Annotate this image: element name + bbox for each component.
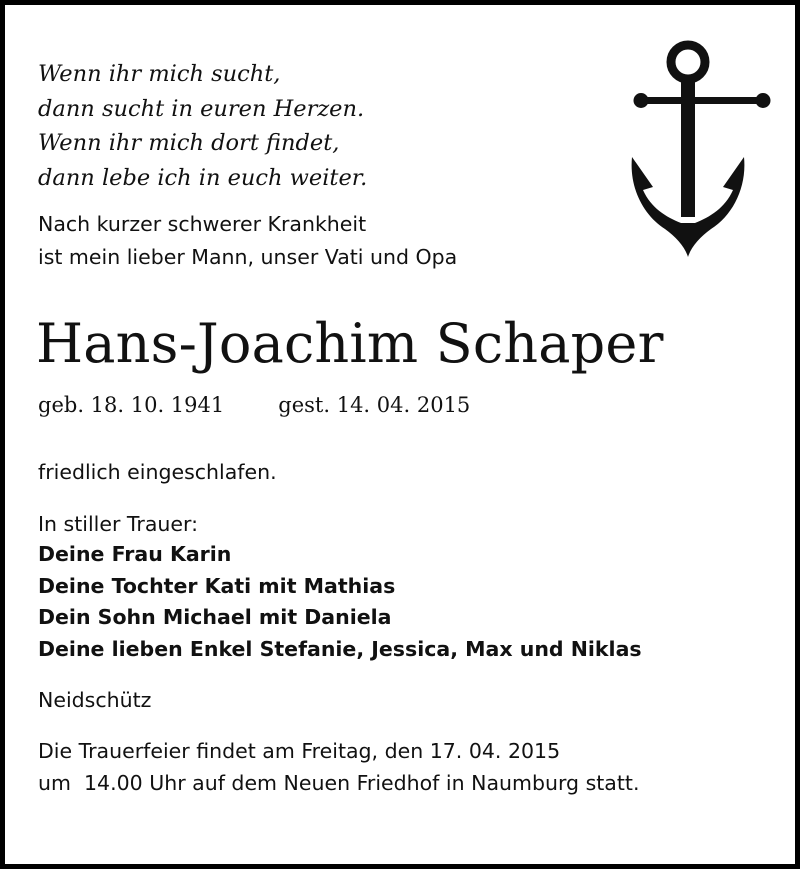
family-member: Deine lieben Enkel Stefanie, Jessica, Max und Niklas [38,636,642,661]
mourning-intro: In stiller Trauer: [38,512,198,536]
family-member: Dein Sohn Michael mit Daniela [38,605,392,629]
intro-text [38,208,457,274]
death-date: gest. 14. 04. 2015 [278,393,471,417]
birth-date: geb. 18. 10. 1941 [38,393,225,417]
service-line: um 14.00 Uhr auf dem Neuen Friedhof in Naumburg statt. [38,770,640,795]
poem-line: dann sucht in euren Herzen. [38,95,365,122]
passing-note: friedlich eingeschlafen. [38,460,277,484]
family-list [38,539,642,665]
family-member: Deine Tochter Kati mit Mathias [38,573,396,598]
life-dates [38,389,470,421]
service-line: Die Trauerfeier findet am Freitag, den 17. 04. 2015 [38,739,561,763]
memorial-poem [38,57,367,195]
intro-line: Nach kurzer schwerer Krankheit [38,212,367,236]
poem-line: dann lebe ich in euch weiter. [38,164,368,191]
place-name: Neidschütz [38,688,152,712]
anchor-icon [615,37,785,257]
funeral-service-info [38,736,639,799]
deceased-name: Hans-Joachim Schaper [36,312,664,375]
poem-line: Wenn ihr mich dort findet, [38,130,340,156]
poem-line: Wenn ihr mich sucht, [38,61,281,87]
intro-line: ist mein lieber Mann, unser Vati und Opa [38,245,458,269]
family-member: Deine Frau Karin [38,542,232,566]
